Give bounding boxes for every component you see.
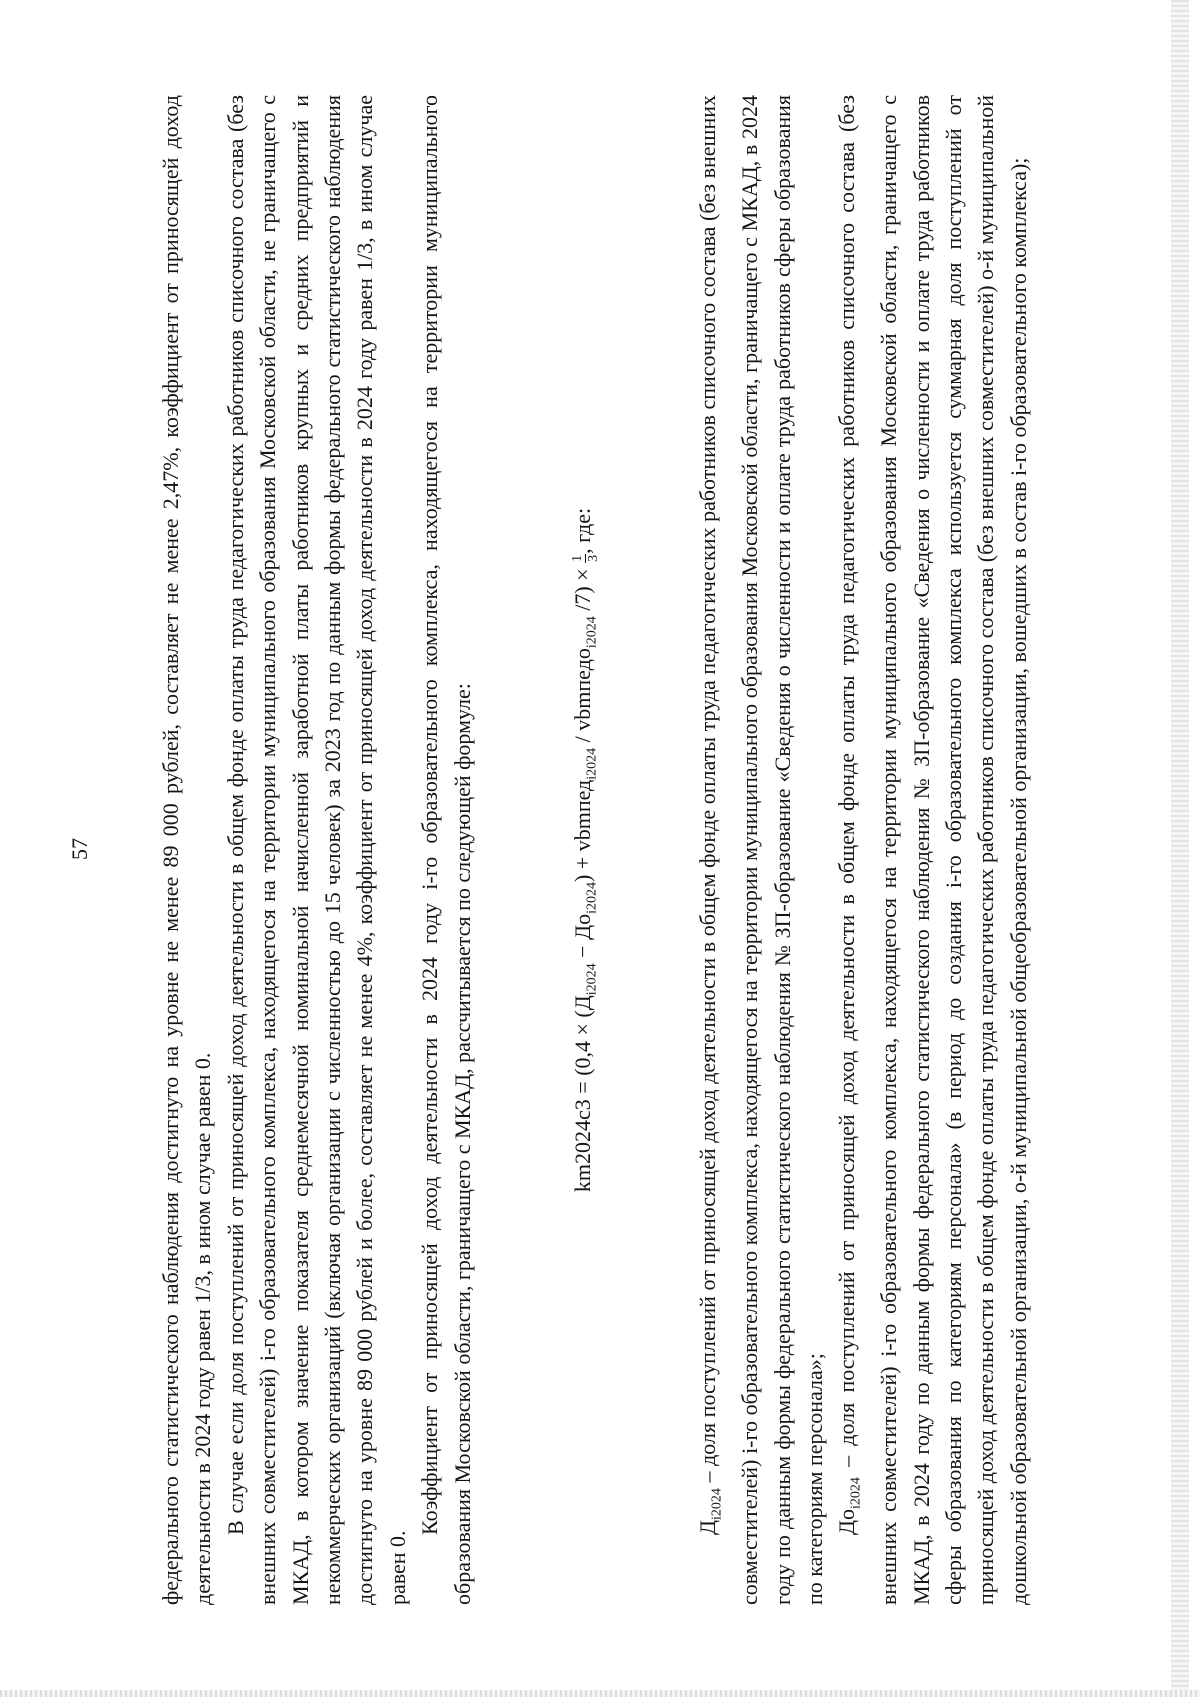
definition-do: $До_{i2024}$ – доля поступлений от приносящей доход деятельности в общем фонде оплаты труда педагогических работников списочного состава (без внешних совместителей) i-го образовательного комплекса, находящегося на территории муниципального образования Московской области, граничащего с МКАД, в 2024 году по данным формы федерального статистического наблюдения № ЗП-образование «Сведения о численности и оплате труда работников сферы образования по категориям персонала» (в период до создания i-го образовательного комплекса используется суммарная доля поступлений от приносящей доход деятельности в общем фонде оплаты труда педагогических работников списочного состава (без внешних совместителей) о-й муниципальной дошкольной образовательной организации, о-й муниципальной общеобразовательной организации, вошедших в состав i-го образовательного комплекса); [834, 95, 1031, 1605]
page-number: 57 [67, 838, 92, 860]
fraction-one-third: 1 3 [569, 554, 601, 562]
paragraph-1: федерального статистического наблюдения достигнуто на уровне не менее 89 000 рублей, составляет не менее 2,47%, коэффициент от приносящей доход деятельности в 2024 году равен 1/3, в ином случае равен 0. [158, 95, 216, 1605]
scan-edge [1171, 0, 1189, 1697]
paragraph-2: В случае если доля поступлений от приносящей доход деятельности в общем фонде оплаты труда педагогических работников списочного состава (без внешних совместителей) i-го образовательного комплекса, находящегося на территории муниципального образования Московской области, не граничащего с МКАД, в котором значение показателя среднемесячной номинальной начисленной заработной платы работников крупных и средних предприятий и некоммерческих организаций (включая организации с численностью до 15 человек) за 2023 год по данным формы федерального статистического наблюдения достигнуто на уровне 89 000 рублей и более, составляет не менее 4%, коэффициент от приносящей доход деятельности в 2024 году равен 1/3, в ином случае равен 0. [222, 95, 410, 1605]
formula: $km2024c3 = (0,4 \times (Д_{i2024} - До_{i2024})$ + vbmпед$_{i2024}$ / vbmпедо$_{i2024}$ /7) × 1 3 , где: [569, 507, 601, 1193]
paragraph-3: Коэффициент от приносящей доход деятельности в 2024 году i-го образовательного комплекса, находящегося на территории муниципального образования Московской области, граничащего с МКАД, рассчитывается по следующей формуле: [417, 95, 475, 1605]
scan-bottom-edge [0, 1690, 1200, 1697]
page-content [155, 95, 1035, 1605]
definition-d: $Д_{i2024}$ – доля поступлений от приносящей доход деятельности в общем фонде оплаты труда педагогических работников списочного состава (без внешних совместителей) i-го образовательного комплекса, находящегося на территории муниципального образования Московской области, граничащего с МКАД, в 2024 году по данным формы федерального статистического наблюдения № ЗП-образование «Сведения о численности и оплате труда работников сферы образования по категориям персонала»; [695, 95, 828, 1605]
